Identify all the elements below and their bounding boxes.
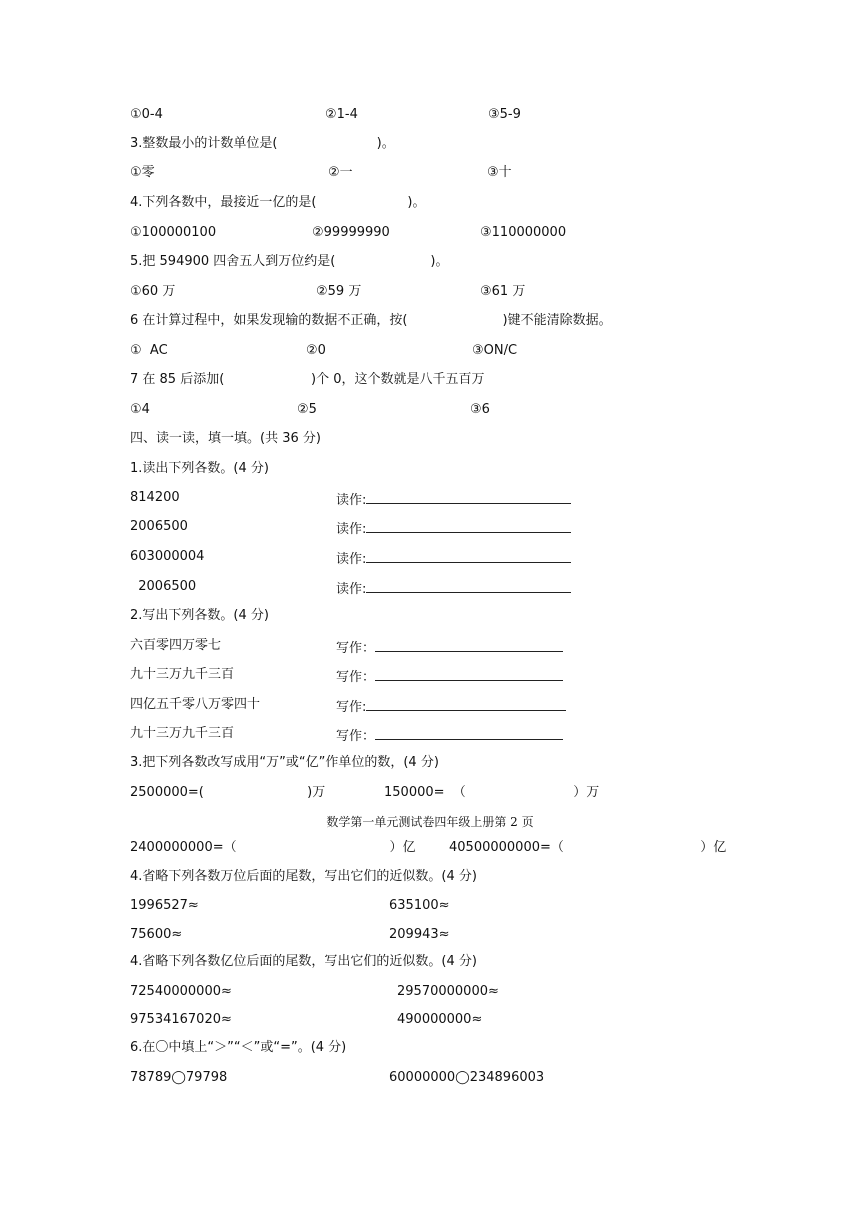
section-title: 四、读一读，填一填。(共 36 分) (130, 431, 321, 446)
approx-item: 635100≈ (389, 898, 450, 913)
write-answer (336, 667, 563, 686)
option-a: ①0-4 (130, 107, 163, 122)
read-number: 2006500 (130, 579, 197, 594)
answer-blank[interactable] (366, 549, 571, 563)
write-answer (336, 697, 566, 716)
write-answer (336, 638, 563, 657)
write-words: 九十三万九千三百 (130, 667, 235, 682)
answer-blank[interactable] (366, 697, 566, 711)
write-label: 写作： (336, 641, 376, 656)
rewrite-item: 40500000000=（ ）亿 (449, 840, 727, 855)
option-c: ③6 (470, 402, 490, 417)
compare-item: 78789◯79798 (130, 1070, 228, 1085)
read-number: 603000004 (130, 549, 205, 564)
read-label: 读作: (336, 552, 367, 567)
option-a: ① AC (130, 343, 168, 358)
option-b: ②5 (297, 402, 317, 417)
read-label: 读作: (336, 493, 367, 508)
write-label: 写作： (336, 670, 376, 685)
answer-blank[interactable] (366, 519, 571, 533)
option-b: ②59 万 (316, 284, 362, 299)
option-a: ①零 (130, 165, 155, 180)
write-words: 四亿五千零八万零四十 (130, 697, 261, 712)
compare-item: 60000000◯234896003 (389, 1070, 545, 1085)
read-answer (336, 549, 571, 568)
approx-item: 75600≈ (130, 927, 183, 942)
approx-item: 209943≈ (389, 927, 450, 942)
question-3: 3.整数最小的计数单位是( )。 (130, 136, 395, 151)
compare-title: 6.在〇中填上“＞”“＜”或“=”。(4 分) (130, 1040, 347, 1055)
option-b: ②1-4 (325, 107, 358, 122)
question-6: 6 在计算过程中，如果发现输的数据不正确，按( )键不能清除数据。 (130, 313, 612, 328)
answer-blank[interactable] (375, 667, 563, 681)
write-title: 2.写出下列各数。(4 分) (130, 608, 269, 623)
option-a: ①4 (130, 402, 150, 417)
rewrite-title: 3.把下列各数改写成用“万”或“亿”作单位的数，(4 分) (130, 755, 439, 770)
option-b: ②0 (306, 343, 326, 358)
approx-yi-title: 4.省略下列各数亿位后面的尾数，写出它们的近似数。(4 分) (130, 954, 477, 969)
write-label: 写作: (336, 700, 367, 715)
approx-item: 72540000000≈ (130, 984, 232, 999)
question-5: 5.把 594900 四舍五人到万位约是( )。 (130, 254, 449, 269)
read-answer (336, 579, 571, 598)
approx-item: 490000000≈ (397, 1012, 483, 1027)
approx-item: 29570000000≈ (397, 984, 499, 999)
page-footer: 数学第一单元测试卷四年级上册第 2 页 (326, 815, 534, 829)
option-b: ②一 (328, 165, 353, 180)
answer-blank[interactable] (366, 579, 571, 593)
write-label: 写作： (336, 729, 376, 744)
read-label: 读作: (336, 522, 367, 537)
read-answer (336, 490, 571, 509)
answer-blank[interactable] (375, 638, 563, 652)
read-number: 814200 (130, 490, 180, 505)
option-c: ③十 (487, 165, 512, 180)
option-c: ③110000000 (480, 225, 567, 240)
approx-wan-title: 4.省略下列各数万位后面的尾数，写出它们的近似数。(4 分) (130, 869, 477, 884)
rewrite-item: 2400000000=（ ）亿 (130, 840, 416, 855)
option-c: ③61 万 (480, 284, 526, 299)
rewrite-item: 2500000=( )万 (130, 785, 326, 800)
approx-item: 97534167020≈ (130, 1012, 232, 1027)
read-title: 1.读出下列各数。(4 分) (130, 461, 269, 476)
read-answer (336, 519, 571, 538)
read-label: 读作: (336, 582, 367, 597)
option-c: ③ON/C (472, 343, 518, 358)
approx-item: 1996527≈ (130, 898, 199, 913)
answer-blank[interactable] (375, 726, 563, 740)
option-a: ①100000100 (130, 225, 217, 240)
answer-blank[interactable] (366, 490, 571, 504)
write-words: 六百零四万零七 (130, 638, 222, 653)
option-b: ②99999990 (312, 225, 390, 240)
question-7: 7 在 85 后添加( )个 0，这个数就是八千五百万 (130, 372, 485, 387)
option-a: ①60 万 (130, 284, 176, 299)
question-4: 4.下列各数中，最接近一亿的是( )。 (130, 195, 426, 210)
write-words: 九十三万九千三百 (130, 726, 235, 741)
read-number: 2006500 (130, 519, 188, 534)
write-answer (336, 726, 563, 745)
rewrite-item: 150000= （ ）万 (384, 785, 600, 800)
option-c: ③5-9 (488, 107, 521, 122)
